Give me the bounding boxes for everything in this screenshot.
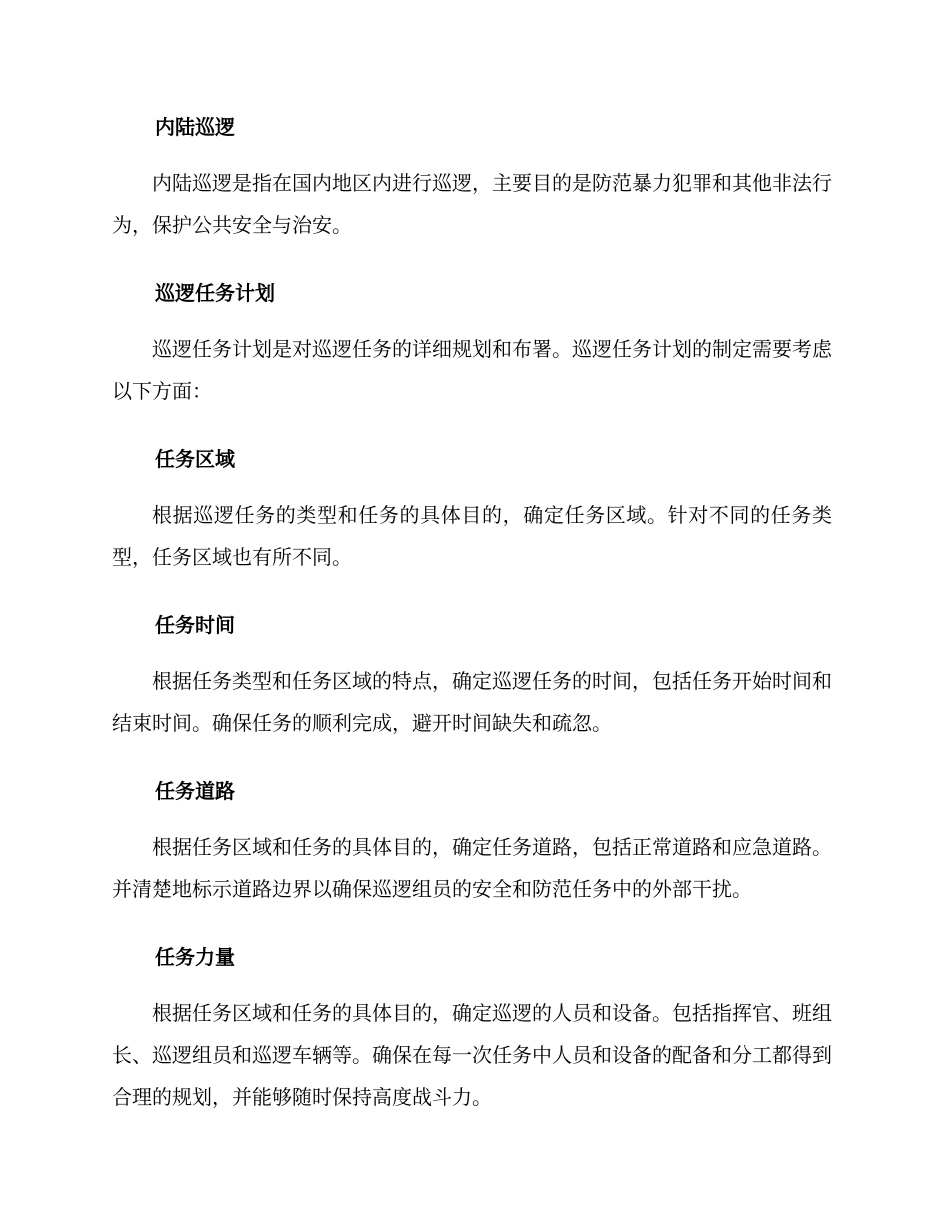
section-paragraph-task-time: 根据任务类型和任务区域的特点，确定巡逻任务的时间，包括任务开始时间和结束时间。确保任务的顺利完成，避开时间缺失和疏忽。	[112, 669, 832, 735]
section-heading-patrol-plan: 巡逻任务计划	[155, 281, 275, 305]
section-paragraph-task-road: 根据任务区域和任务的具体目的，确定任务道路，包括正常道路和应急道路。并清楚地标示道路边界以确保巡逻组员的安全和防范任务中的外部干扰。	[112, 835, 832, 901]
section-paragraph-patrol-plan: 巡逻任务计划是对巡逻任务的详细规划和布署。巡逻任务计划的制定需要考虑以下方面：	[112, 337, 832, 403]
section-heading-task-area: 任务区域	[155, 447, 235, 471]
section-paragraph-inland-patrol: 内陆巡逻是指在国内地区内进行巡逻，主要目的是防范暴力犯罪和其他非法行为，保护公共安全与治安。	[112, 171, 832, 237]
document-page	[112, 108, 832, 1146]
section-heading-task-force: 任务力量	[155, 945, 235, 969]
section-paragraph-task-area: 根据巡逻任务的类型和任务的具体目的，确定任务区域。针对不同的任务类型，任务区域也有所不同。	[112, 503, 832, 569]
section-paragraph-task-force: 根据任务区域和任务的具体目的，确定巡逻的人员和设备。包括指挥官、班组长、巡逻组员和巡逻车辆等。确保在每一次任务中人员和设备的配备和分工都得到合理的规划，并能够随时保持高度战斗力。	[112, 1001, 832, 1109]
section-heading-task-time: 任务时间	[155, 613, 235, 637]
section-heading-inland-patrol: 内陆巡逻	[155, 115, 235, 139]
section-heading-task-road: 任务道路	[155, 779, 235, 803]
